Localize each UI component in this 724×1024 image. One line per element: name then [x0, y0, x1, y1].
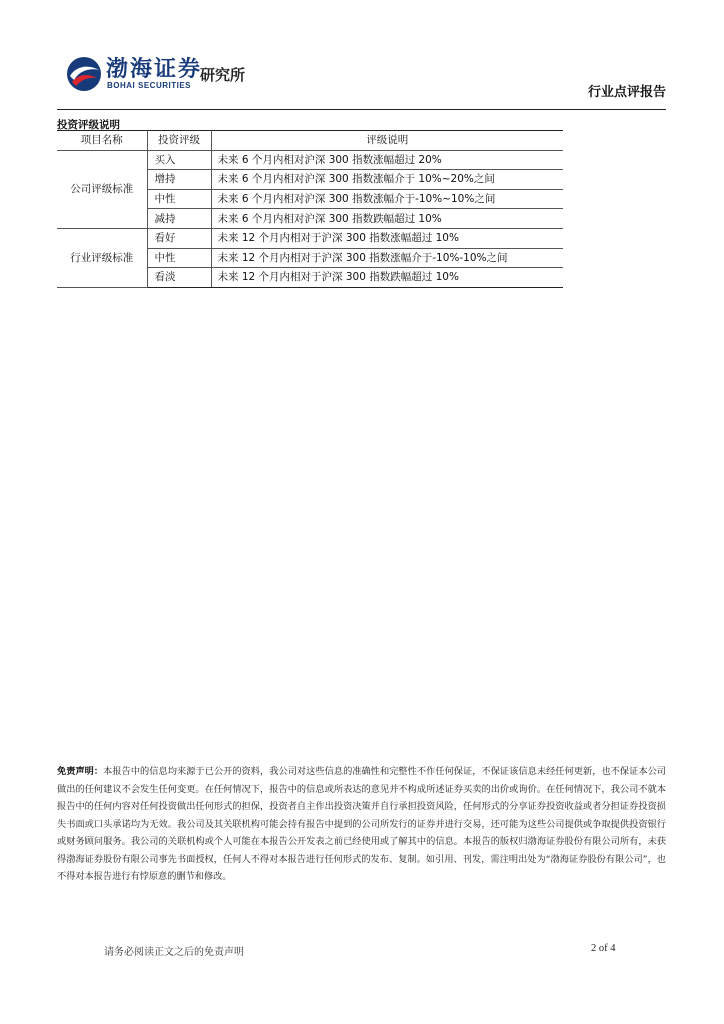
page-header [58, 50, 666, 110]
header-description: 评级说明 [211, 131, 563, 151]
rating-description: 未来 12 个月内相对于沪深 300 指数涨幅介于-10%-10%之间 [211, 248, 563, 268]
rating-description: 未来 12 个月内相对于沪深 300 指数跌幅超过 10% [211, 268, 563, 288]
table-header-row [57, 131, 563, 151]
table-row [57, 228, 563, 248]
rating-grade: 中性 [147, 189, 211, 209]
rating-grade: 买入 [147, 150, 211, 170]
rating-grade: 看淡 [147, 268, 211, 288]
disclaimer-text: 本报告中的信息均来源于已公开的资料，我公司对这些信息的准确性和完整性不作任何保证，不保证该信息未经任何更新，也不保证本公司做出的任何建议不会发生任何变更。在任何情况下，报告中的信息或所表达的意见并不构成所述证券买卖的出价或询价。在任何情况下，我公司不就本报告中的任何内容对任何投资做出任何形式的担保，投资者自主作出投资决策并自行承担投资风险，任何形式的分享证券投资收益或者分担证券投资损失书面或口头承诺均为无效。我公司及其关联机构可能会持有报告中提到的公司所发行的证券并进行交易，还可能为这些公司提供或争取提供投资银行或财务顾问服务。我公司的关联机构或个人可能在本报告公开发表之前已经使用或了解其中的信息。本报告的版权归渤海证券股份有限公司所有，未获得渤海证券股份有限公司事先书面授权，任何人不得对本报告进行任何形式的发布、复制。如引用、刊发，需注明出处为“渤海证券股份有限公司”，也不得对本报告进行有悖原意的删节和修改。 [57, 766, 666, 882]
institute-name: 研究所 [200, 66, 246, 84]
bohai-logo-icon [66, 56, 102, 92]
table-row [57, 150, 563, 170]
rating-description: 未来 6 个月内相对沪深 300 指数跌幅超过 10% [211, 209, 563, 229]
header-item-name: 项目名称 [57, 131, 147, 151]
disclaimer-label: 免责声明： [57, 766, 104, 777]
rating-grade: 增持 [147, 170, 211, 190]
header-divider [57, 109, 666, 110]
report-type-label: 行业点评报告 [587, 85, 666, 100]
footer-disclaimer-note: 请务必阅读正文之后的免责声明 [104, 947, 244, 958]
logo-english-name: BOHAI SECURITIES [107, 81, 192, 90]
rating-description: 未来 6 个月内相对沪深 300 指数涨幅介于-10%~10%之间 [211, 189, 563, 209]
rating-grade: 减持 [147, 209, 211, 229]
rating-description: 未来 12 个月内相对于沪深 300 指数涨幅超过 10% [211, 228, 563, 248]
section-title: 投资评级说明 [57, 119, 120, 131]
disclaimer [57, 763, 666, 886]
rating-grade: 看好 [147, 228, 211, 248]
group-company-standard: 公司评级标准 [57, 150, 147, 228]
rating-table [57, 130, 563, 288]
rating-description: 未来 6 个月内相对沪深 300 指数涨幅介于 10%~20%之间 [211, 170, 563, 190]
rating-grade: 中性 [147, 248, 211, 268]
group-industry-standard: 行业评级标准 [57, 228, 147, 287]
logo-chinese-name: 渤海证券 [106, 56, 203, 82]
rating-description: 未来 6 个月内相对沪深 300 指数涨幅超过 20% [211, 150, 563, 170]
header-rating: 投资评级 [147, 131, 211, 151]
page-number: 2 of 4 [591, 943, 616, 954]
